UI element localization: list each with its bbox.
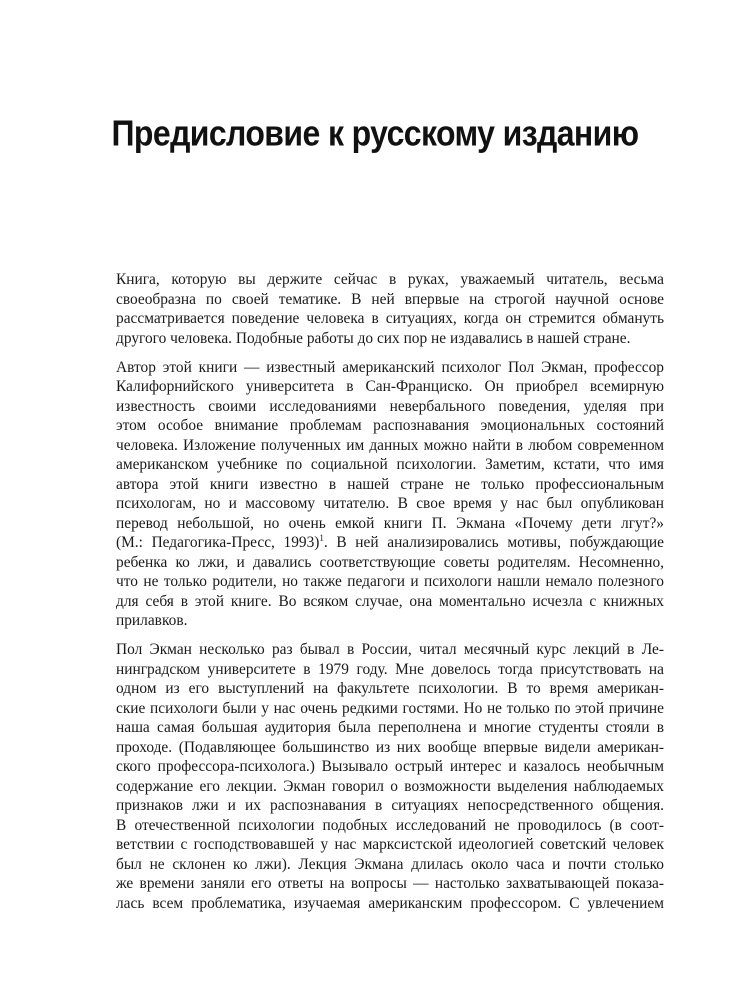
text-line: был не склонен ко лжи). Лекция Экмана длилась около часа и почти столько [116, 855, 664, 873]
text-line: ветствии с господствовавшей у нас марксистской идеологией советский человек [116, 836, 664, 853]
text-line: проходе. (Подавляющее большинство из них вообще впервые видели американ- [116, 738, 664, 756]
text-line: нинградском университете в 1979 году. Мне довелось тогда присутствовать на [116, 660, 664, 678]
text-line: своеобразна по своей тематике. В ней впервые на строгой научной основе [116, 290, 664, 308]
text-line: признаков лжи и их распознавания в ситуациях непосредственного общения. [116, 797, 664, 814]
text-line: ребенка ко лжи, и давались соответствующие советы родителям. Несомненно, [116, 553, 664, 571]
chapter-title: Предисловие к русскому изданию [111, 113, 639, 154]
text-line: лась всем проблематика, изучаемая американским профессором. С увлечением [116, 894, 664, 912]
paragraph-3 [116, 640, 664, 913]
text-line: человека. Изложение полученных им данных можно найти в любом современном [116, 436, 664, 454]
text-line: ские психологи были у нас очень редкими гостями. Но не только по этой причине [116, 699, 664, 717]
text-line: Книга, которую вы держите сейчас в руках, уважаемый читатель, весьма [116, 271, 664, 288]
text-line: другого человека. Подобные работы до сих пор не издавались в нашей стране. [116, 329, 631, 347]
footnote-mark: 1 [319, 533, 324, 543]
citation-continuation: . В ней анализировались мотивы, побуждающие [323, 534, 664, 551]
citation-text: (М.: Педагогика-Пресс, 1993) [116, 534, 320, 551]
text-line: что не только родители, но также педагоги и психологи нашли немало полезного [116, 573, 664, 590]
text-line: содержание его лекции. Экман говорил о возможности выделения наблюдаемых [116, 777, 664, 795]
text-line: одном из его выступлений на факультете психологии. В то время американ- [116, 680, 664, 697]
text-line-with-footnote [116, 533, 664, 553]
text-line: для себя в этой книге. Во всяком случае, она моментально исчезла с книжных [116, 592, 664, 610]
text-line: ского профессора-психолога.) Вызывало острый интерес и казалось необычным [116, 758, 664, 775]
text-line: известность своими исследованиями невербального поведения, уделяя при [116, 397, 664, 415]
text-line: этом особое внимание проблемам распознавания эмоциональных состояний [116, 417, 664, 434]
text-line: прилавков. [116, 612, 188, 629]
paragraph-1 [116, 270, 664, 348]
text-line: Пол Экман несколько раз бывал в России, читал месячный курс лекций в Ле- [116, 641, 664, 658]
text-line: Автор этой книги — известный американский психолог Пол Экман, профессор [116, 358, 664, 376]
text-line: автора этой книги известно в нашей стране не только профессиональным [116, 475, 664, 493]
text-line: рассматривается поведение человека в ситуациях, когда он стремится обмануть [116, 310, 664, 327]
text-line: наша самая большая аудитория была переполнена и многие студенты стояли в [116, 719, 664, 736]
text-line: психологам, но и массовому читателю. В свое время у нас был опубликован [116, 495, 664, 512]
text-line: американском учебнике по социальной психологии. Заметим, кстати, что имя [116, 456, 664, 473]
paragraph-2 [116, 358, 664, 631]
text-line: же времени заняли его ответы на вопросы — настолько захватывающей показа- [116, 875, 664, 892]
body-text [116, 270, 664, 913]
text-line: Калифорнийского университета в Сан-Франциско. Он приобрел всемирную [116, 378, 664, 395]
text-line: перевод небольшой, но очень емкой книги П. Экмана «Почему дети лгут?» [116, 514, 664, 532]
text-line: В отечественной психологии подобных исследований не проводилось (в соот- [116, 816, 664, 834]
